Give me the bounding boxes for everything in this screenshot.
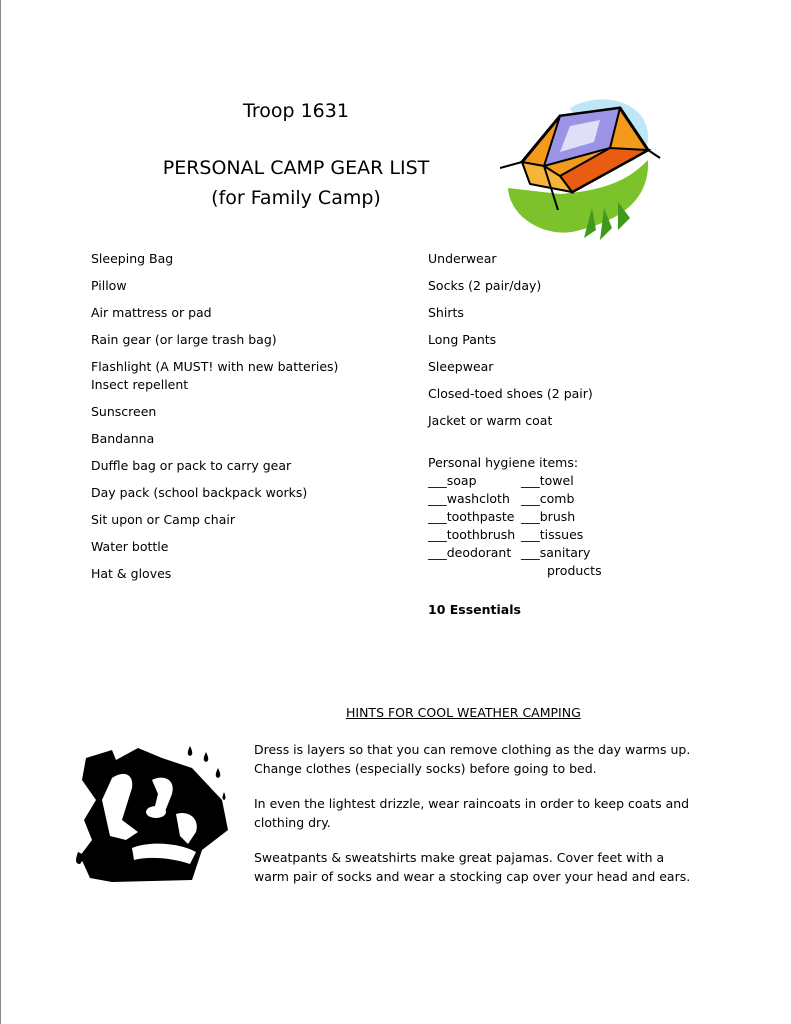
hygiene-item: ___tissues: [521, 527, 584, 542]
list-item: Sleeping Bag: [91, 251, 174, 266]
list-item: Rain gear (or large trash bag): [91, 332, 277, 347]
tent-icon: [500, 90, 662, 245]
hints-heading: HINTS FOR COOL WEATHER CAMPING: [346, 705, 581, 720]
troop-number: Troop 1631: [243, 100, 349, 122]
list-item: Sit upon or Camp chair: [91, 512, 235, 527]
list-item: Day pack (school backpack works): [91, 485, 308, 500]
hint-paragraph: Sweatpants & sweatshirts make great pajamas. Cover feet with a warm pair of socks and wear a stocking cap over your head and ears.: [254, 850, 691, 884]
hint-paragraph: In even the lightest drizzle, wear raincoats in order to keep coats and clothing dry.: [254, 796, 690, 830]
ten-essentials-label: 10 Essentials: [428, 602, 521, 617]
hygiene-heading: Personal hygiene items:: [428, 455, 579, 470]
list-item: Jacket or warm coat: [428, 413, 553, 428]
hygiene-item: ___sanitary: [521, 545, 591, 560]
list-item: Sleepwear: [428, 359, 494, 374]
hygiene-item: ___toothbrush: [428, 527, 516, 542]
list-item: Hat & gloves: [91, 566, 172, 581]
page-edge: [0, 0, 1, 1024]
list-item: Socks (2 pair/day): [428, 278, 542, 293]
list-item: Insect repellent: [91, 377, 189, 392]
hygiene-item: ___brush: [521, 509, 576, 524]
list-item: Pillow: [91, 278, 127, 293]
hygiene-item: ___toothpaste: [428, 509, 515, 524]
hygiene-item-continuation: products: [547, 563, 602, 578]
list-item: Water bottle: [91, 539, 169, 554]
list-item: Closed-toed shoes (2 pair): [428, 386, 593, 401]
hint-paragraph: Dress is layers so that you can remove clothing as the day warms up. Change clothes (especially socks) before going to bed.: [254, 742, 691, 776]
list-item: Flashlight (A MUST! with new batteries): [91, 359, 339, 374]
list-item: Sunscreen: [91, 404, 157, 419]
list-item: Duffle bag or pack to carry gear: [91, 458, 292, 473]
list-item: Long Pants: [428, 332, 497, 347]
page-subtitle: (for Family Camp): [211, 187, 381, 209]
list-item: Air mattress or pad: [91, 305, 212, 320]
hygiene-item: ___soap: [428, 473, 477, 488]
hygiene-item: ___washcloth: [428, 491, 510, 506]
raincoat-rain-icon: [72, 740, 232, 890]
hygiene-item: ___towel: [521, 473, 574, 488]
list-item: Underwear: [428, 251, 497, 266]
list-item: Bandanna: [91, 431, 155, 446]
hygiene-item: ___deodorant: [428, 545, 512, 560]
hygiene-item: ___comb: [521, 491, 575, 506]
list-item: Shirts: [428, 305, 464, 320]
page-title: PERSONAL CAMP GEAR LIST: [162, 157, 430, 179]
